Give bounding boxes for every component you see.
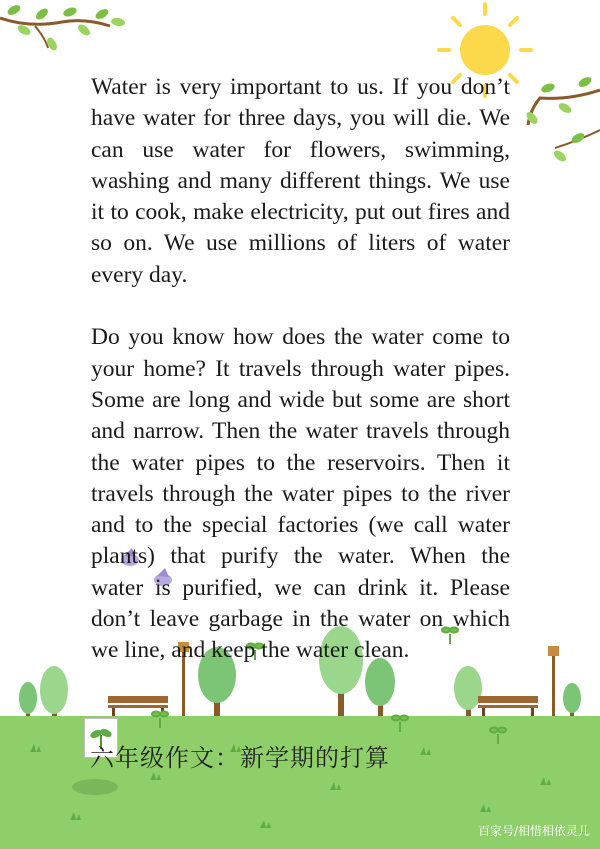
source-watermark: 百家号/相惜相依灵儿 xyxy=(477,824,590,838)
essay-paragraph-2: Do you know how does the water come to your home? It travels through water pipes. Some are long and wide but some are short and narrow. Then the water travels through the water pipes to the reservoirs. Then it travels through the water pipes to the river and to the special factories (we call water plants) that purify the water. When the water is purified, we can drink it. Please don’t leave garbage in the water on which we line, and keep the water clean. xyxy=(91,324,510,664)
essay-caption: 六年级作文：新学期的打算 xyxy=(90,744,390,772)
essay-paragraph-1: Water is very important to us. If you don’t have water for three days, you will die. We can use water for flowers, swimming, washing and many different things. We use it to cook, make electricity, put out fires and so on. We use millions of liters of water every day. xyxy=(91,74,510,288)
branch-top-left xyxy=(0,3,126,52)
essay-body xyxy=(91,72,510,667)
branch-right xyxy=(524,75,600,164)
